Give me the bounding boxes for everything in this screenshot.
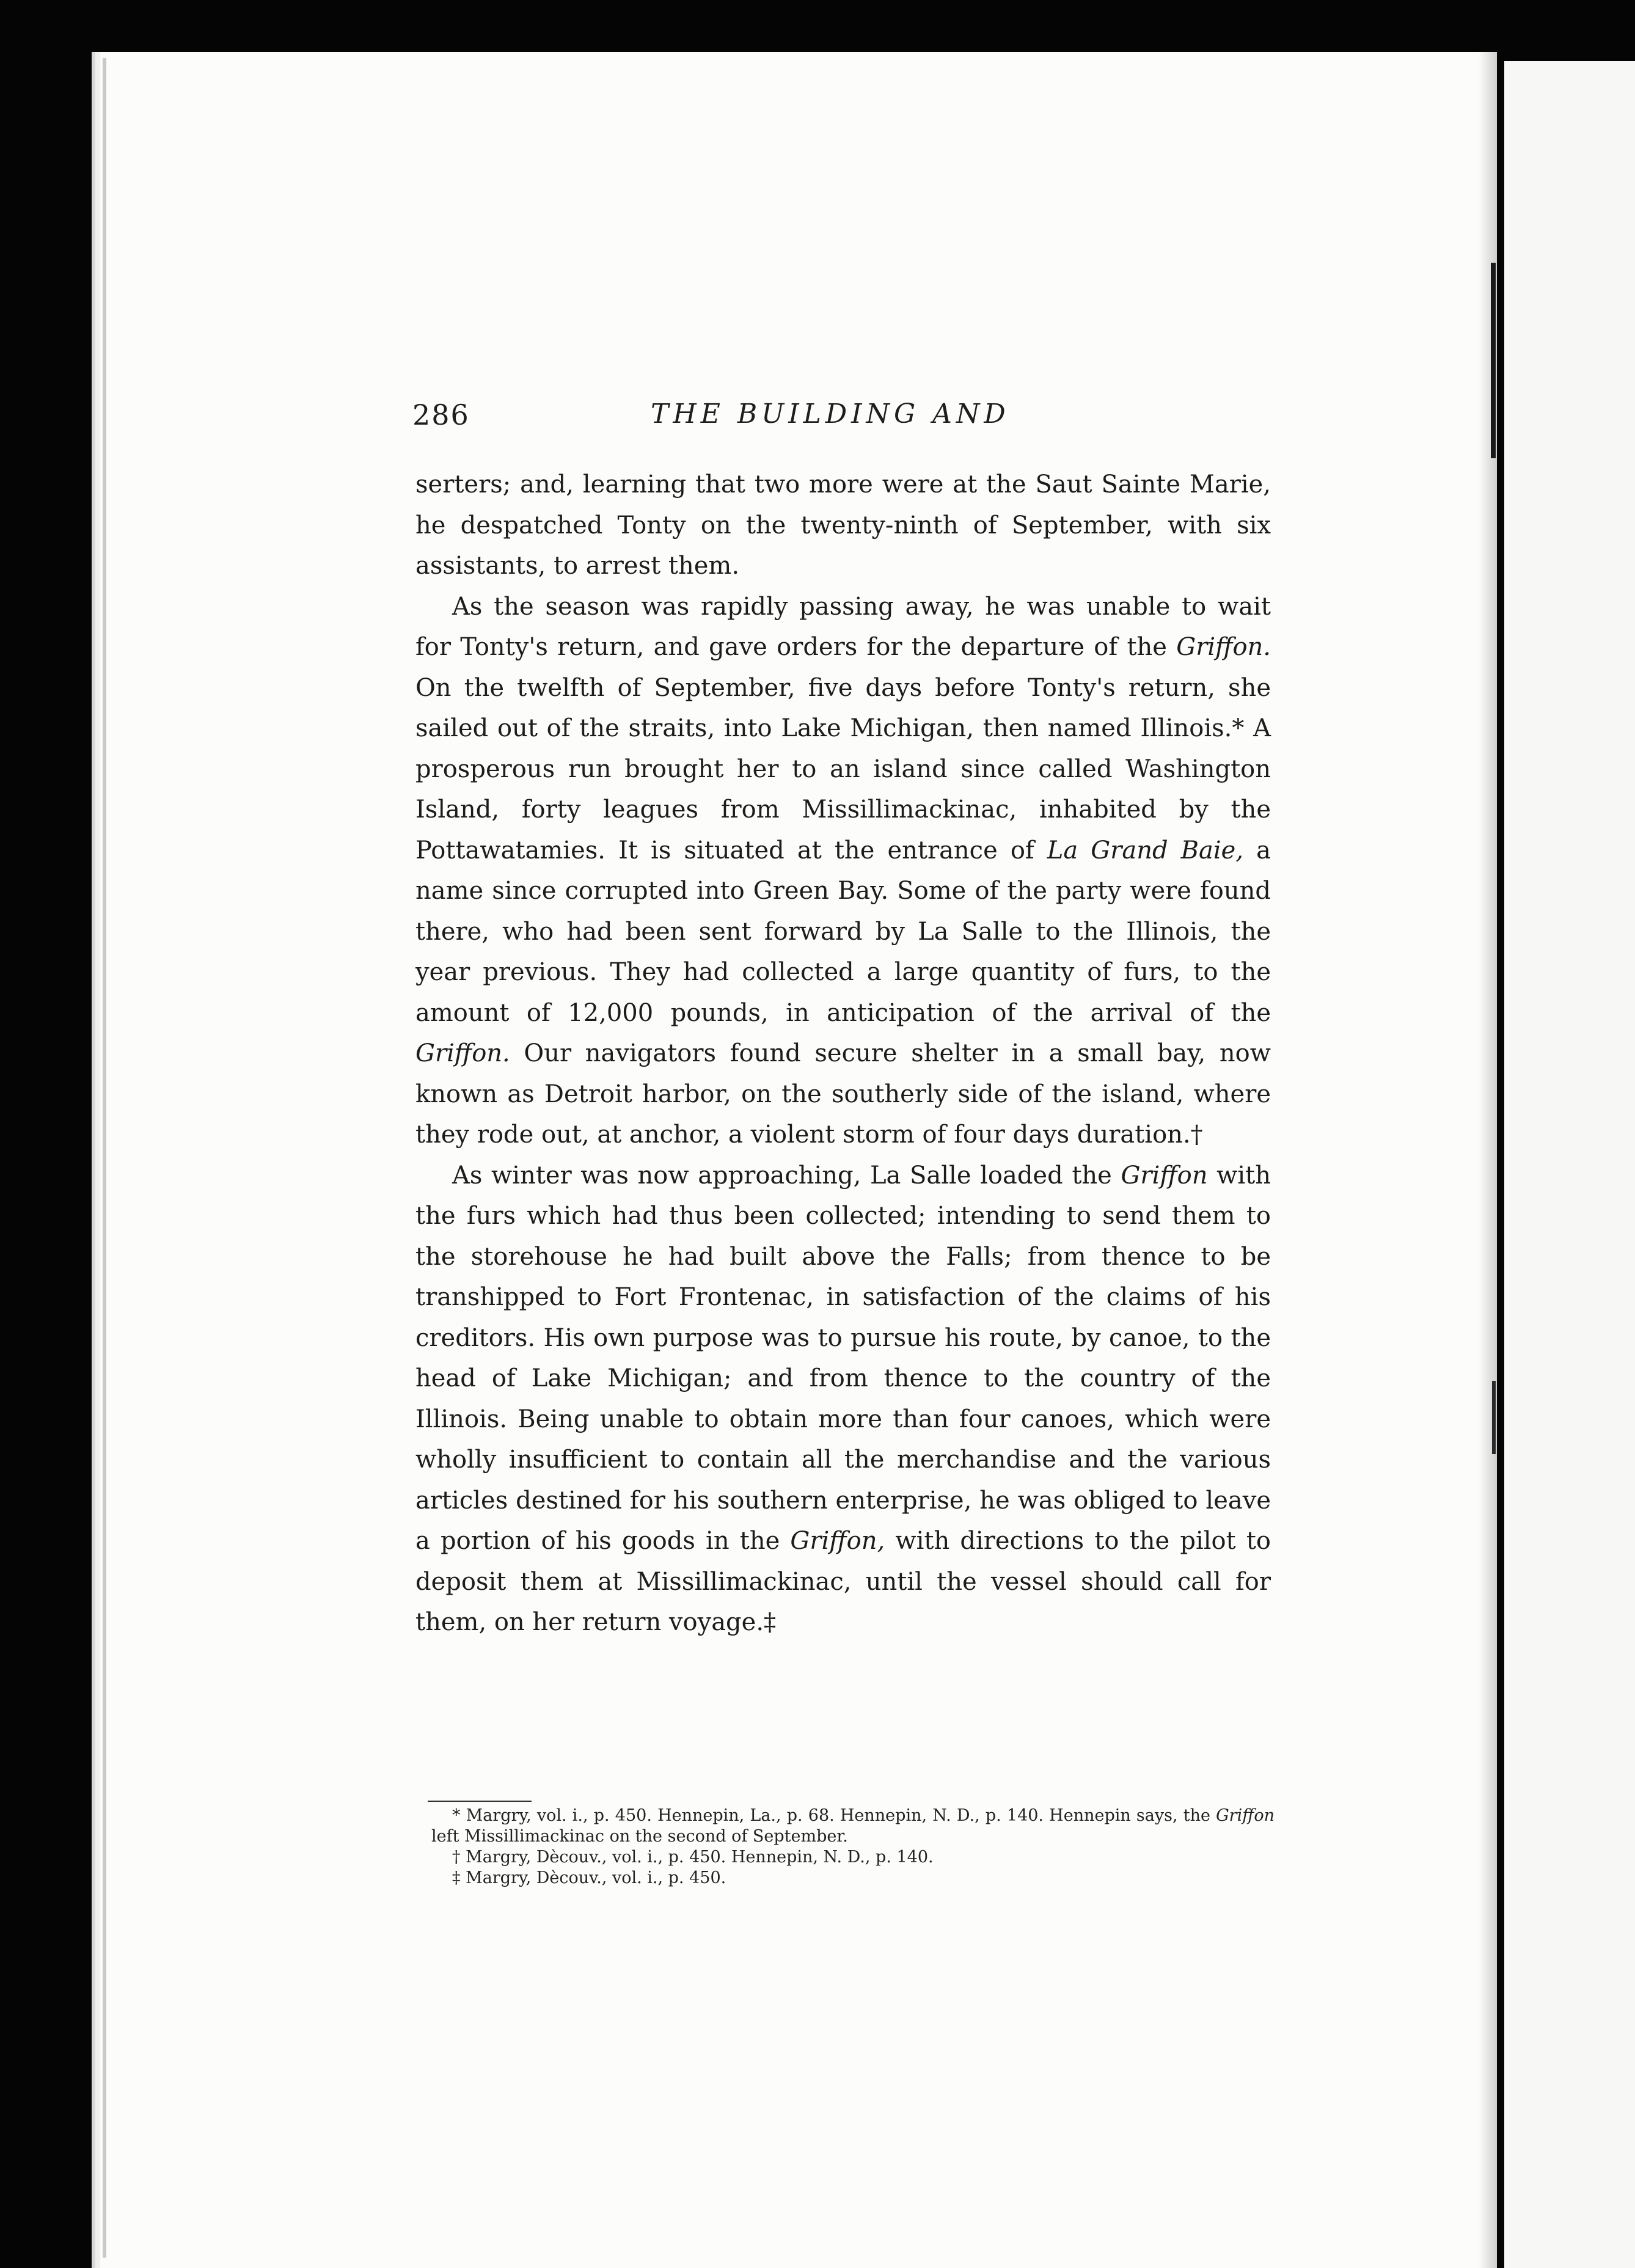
text-run: serters; and, learning that two more were at the Saut Sainte Marie, he despatched Tonty on the twenty-ninth of September, with six assistants, to arrest them. [415,470,1271,580]
text-run: left Missillimackinac on the second of September. [431,1827,848,1846]
italic-text: Griffon [1216,1806,1275,1825]
text-run: As the season was rapidly passing away, he was unable to wait for Tonty's return, and gave orders for the departure of the [415,592,1271,661]
footnote-2 [431,1847,1275,1868]
italic-text: Griffon, [790,1527,885,1555]
footnote-1 [431,1805,1275,1847]
paragraph-3 [415,1155,1271,1643]
footnote-3 [431,1868,1275,1889]
facing-page-edge [1504,61,1635,2268]
italic-text: Griffon. [1176,633,1271,661]
facing-page-mark-lower [1492,1381,1496,1454]
text-run: a name since corrupted into Green Bay. Some of the party were found there, who had been sent forward by La Salle to the Illinois, the year previous. They had collected a large quantity of furs, to the amount of 12,000 pounds, in anticipation of the arrival of the [415,836,1271,1027]
paragraph-2 [415,587,1271,1155]
page-header [412,398,1274,447]
text-run: ‡ Margry, Dècouv., vol. i., p. 450. [452,1868,726,1887]
text-run: Our navigators found secure shelter in a small bay, now known as Detroit harbor, on the southerly side of the island, where they rode out, at anchor, a violent storm of four days duration.† [415,1039,1271,1149]
text-run: * Margry, vol. i., p. 450. Hennepin, La., p. 68. Hennepin, N. D., p. 140. Hennepin says, the [452,1806,1216,1825]
paragraph-1 [415,464,1271,587]
body-text [415,464,1271,1643]
facing-page-mark [1491,263,1496,458]
text-run: with directions to the pilot to deposit them at Missillimackinac, until the vessel should call for them, on her return voyage.‡ [415,1527,1271,1636]
italic-text: Griffon. [415,1039,510,1067]
text-run: with the furs which had thus been collected; intending to send them to the storehouse he had built above the Falls; from thence to be transhipped to Fort Frontenac, in satisfaction of the claims of his creditors. His own purpose was to pursue his route, by canoe, to the head of Lake Michigan; and from thence to the country of the Illinois. Being unable to obtain more than four canoes, which were wholly insufficient to contain all the merchandise and the various articles destined for his southern enterprise, he was obliged to leave a portion of his goods in the [415,1161,1271,1555]
text-run: On the twelfth of September, five days before Tonty's return, she sailed out of the straits, into Lake Michigan, then named Illinois.* A prosperous run brought her to an island since called Washington Island, forty leagues from Missillimackinac, inhabited by the Pottawatamies. It is situated at the entrance of [415,673,1271,865]
page-number: 286 [412,398,470,431]
italic-text: Griffon [1121,1161,1208,1190]
footnotes [431,1805,1275,1889]
page-edge-shadow [103,58,106,2258]
running-head: THE BUILDING AND [651,398,1010,430]
footnote-rule [428,1801,532,1802]
italic-text: La Grand Baie, [1047,836,1244,865]
text-run: As winter was now approaching, La Salle loaded the [452,1161,1121,1190]
text-run: † Margry, Dècouv., vol. i., p. 450. Hennepin, N. D., p. 140. [452,1848,934,1867]
